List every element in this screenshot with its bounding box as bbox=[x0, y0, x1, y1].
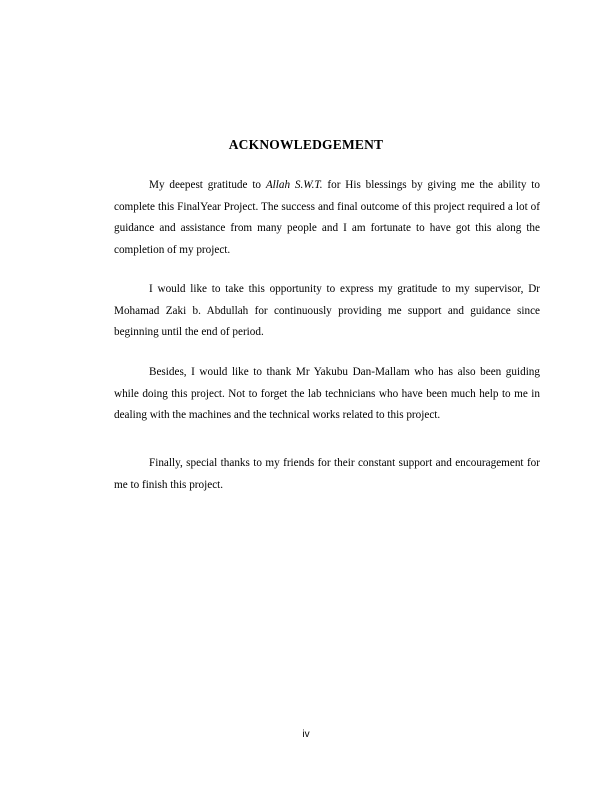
emphasis-text: Allah S.W.T. bbox=[265, 179, 323, 191]
paragraph-gratitude bbox=[114, 175, 540, 261]
paragraph-gratitude-lead: My deepest gratitude to bbox=[149, 179, 266, 191]
paragraph-friends: Finally, special thanks to my friends for their constant support and encouragement for me to finish this project. bbox=[114, 457, 540, 491]
paragraph-gratitude-rest: for His blessings by giving me the ability to complete this FinalYear Project. The success and final outcome of this project required a lot of guidance and assistance from many people and I am fortunate to have got this along the completion of my project. bbox=[114, 179, 540, 256]
paragraph-supervisor: I would like to take this opportunity to express my gratitude to my supervisor, Dr Mohamad Zaki b. Abdullah for continuously providing me support and guidance since beginning until the end of period. bbox=[114, 283, 540, 338]
paragraph-colleagues: Besides, I would like to thank Mr Yakubu Dan-Mallam who has also been guiding while doing this project. Not to forget the lab technicians who have been much help to me in dealing with the machines and the technical works related to this project. bbox=[114, 366, 540, 421]
page-number: iv bbox=[302, 729, 310, 740]
page-title: ACKNOWLEDGEMENT bbox=[228, 137, 384, 152]
